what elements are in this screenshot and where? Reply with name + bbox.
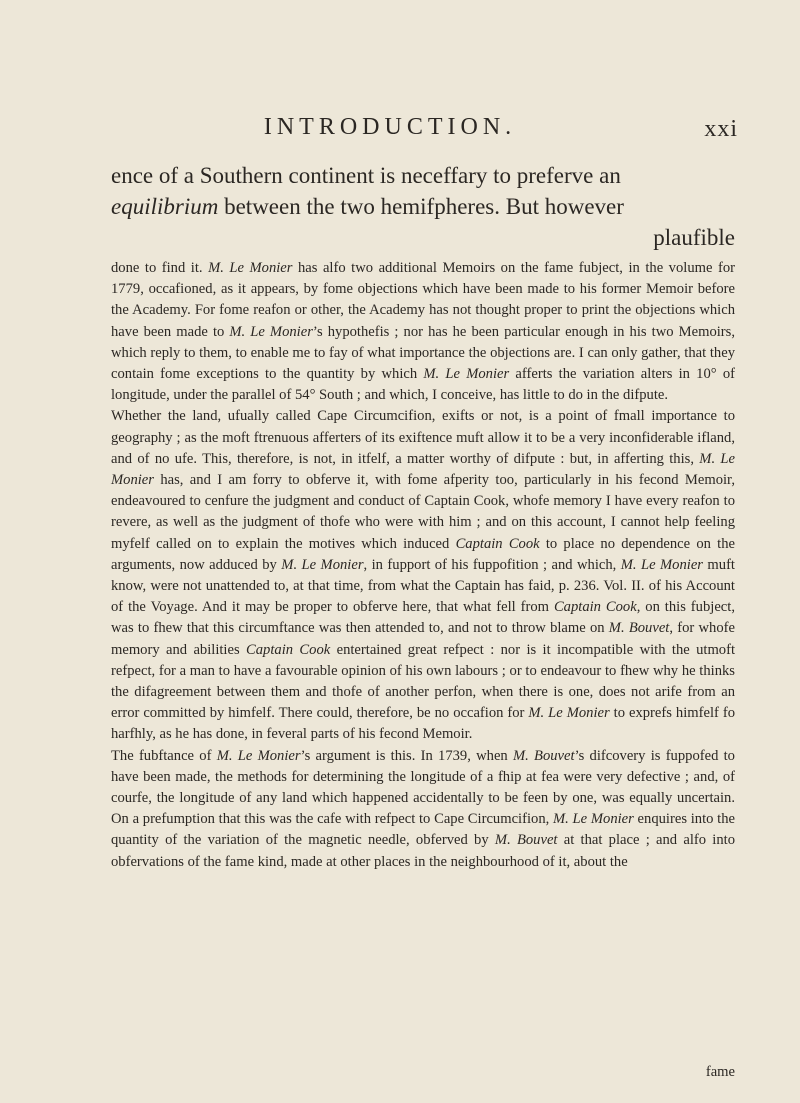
italic-name: M. Le Monier	[229, 323, 313, 340]
italic-name: M. Le Monier	[216, 747, 301, 764]
italic-name: M. Le Monier	[528, 705, 610, 722]
italic-name: M. Le Monier	[553, 811, 634, 828]
page-header	[112, 114, 738, 144]
italic-name: M. Bouvet	[494, 832, 558, 849]
page-number: xxi	[704, 116, 738, 142]
lead-line-1: ence of a Southern continent is neceffary to preferve an	[111, 163, 621, 188]
italic-name: M. Le Monier	[620, 556, 703, 573]
italic-name: M. Bouvet	[512, 747, 575, 764]
italic-name: M. Bouvet	[608, 620, 670, 637]
italic-name: Captain Cook	[246, 641, 331, 658]
italic-name: Captain Cook	[553, 599, 637, 616]
lead-line-2-rest: between the two hemifpheres. But however	[218, 194, 624, 219]
italic-name: Captain Cook	[455, 535, 540, 552]
paragraph: The fubftance of M. Le Monier’s argument is this. In 1739, when M. Bouvet’s difcovery is fuppofed to have been made, the methods for determining the longitude of a fhip at fea were very defective ; and, of courfe, the longitude of any land which happened accidentally to be feen by one, was equally uncertain. On a prefumption that this was the cafe with refpect to Cape Circumcifion, M. Le Monier enquires into the quantity of the variation of the magnetic needle, obferved by M. Bouvet at that place ; and alfo into obfervations of the fame kind, made at other places in the neighbourhood of it, about the	[111, 747, 735, 870]
paragraph: done to find it. M. Le Monier has alfo two additional Memoirs on the fame fubject, in the volume for 1779, occafioned, as it appears, by fome objections which have been made to his former Memoir before the Academy. For fome reafon or other, the Academy has not thought proper to print the objections which have been made to M. Le Monier’s hypothefis ; nor has he been particular enough in his two Memoirs, which reply to them, to enable me to fay of what importance the objections are. I can only gather, that they contain fome exceptions to the quantity by which M. Le Monier afferts the variation alters in 10° of longitude, under the parallel of 54° South ; and which, I conceive, has little to do in the difpute.	[111, 260, 735, 404]
lead-emphasis: equilibrium	[111, 194, 219, 219]
italic-name: M. Le Monier	[111, 450, 735, 489]
lead-line-3: plaufible	[653, 225, 735, 250]
running-head: INTRODUCTION.	[263, 114, 517, 140]
italic-name: M. Le Monier	[423, 366, 510, 383]
lead-line-2	[111, 191, 735, 222]
catchword: fame	[705, 1064, 735, 1080]
italic-name: M. Le Monier	[281, 556, 364, 573]
italic-name: M. Le Monier	[208, 260, 293, 276]
body-text	[111, 258, 735, 873]
paragraph: Whether the land, ufually called Cape Circumcifion, exifts or not, is a point of fmall importance to geography ; as the moft ftrenuous afferters of its exiftence muft allow it to be a very inconfiderable ifland, and of no ufe. This, therefore, is not, in itfelf, a matter worthy of difpute : but, in afferting this, M. Le Monier has, and I am forry to obferve it, with fome afperity too, particularly in his fecond Memoir, endeavoured to cenfure the judgment and conduct of Captain Cook, whofe memory I have every reafon to revere, as well as the judgment of thofe who were with him ; and on this account, I cannot help feeling myfelf called on to explain the motives which induced Captain Cook to place no dependence on the arguments, now adduced by M. Le Monier, in fupport of his fuppofition ; and which, M. Le Monier muft know, were not unattended to, at that time, from what the Captain has faid, p. 236. Vol. II. of his Account of the Voyage. And it may be proper to obferve here, that what fell from Captain Cook, on this fubject, was to fhew that this circumftance was then attended to, and not to throw blame on M. Bouvet, for whofe memory and abilities Captain Cook entertained great refpect : nor is it incompatible with the utmoft refpect, for a man to have a favourable opinion of his own labours ; or to endeavour to fhew why he thinks the difagreement between them and thofe of another perfon, when there is one, does not arife from an error committed by himfelf. There could, therefore, be no occafion for M. Le Monier to exprefs himfelf fo harfhly, as he has done, in feveral parts of his fecond Memoir.	[111, 408, 736, 743]
lead-text	[111, 160, 735, 253]
